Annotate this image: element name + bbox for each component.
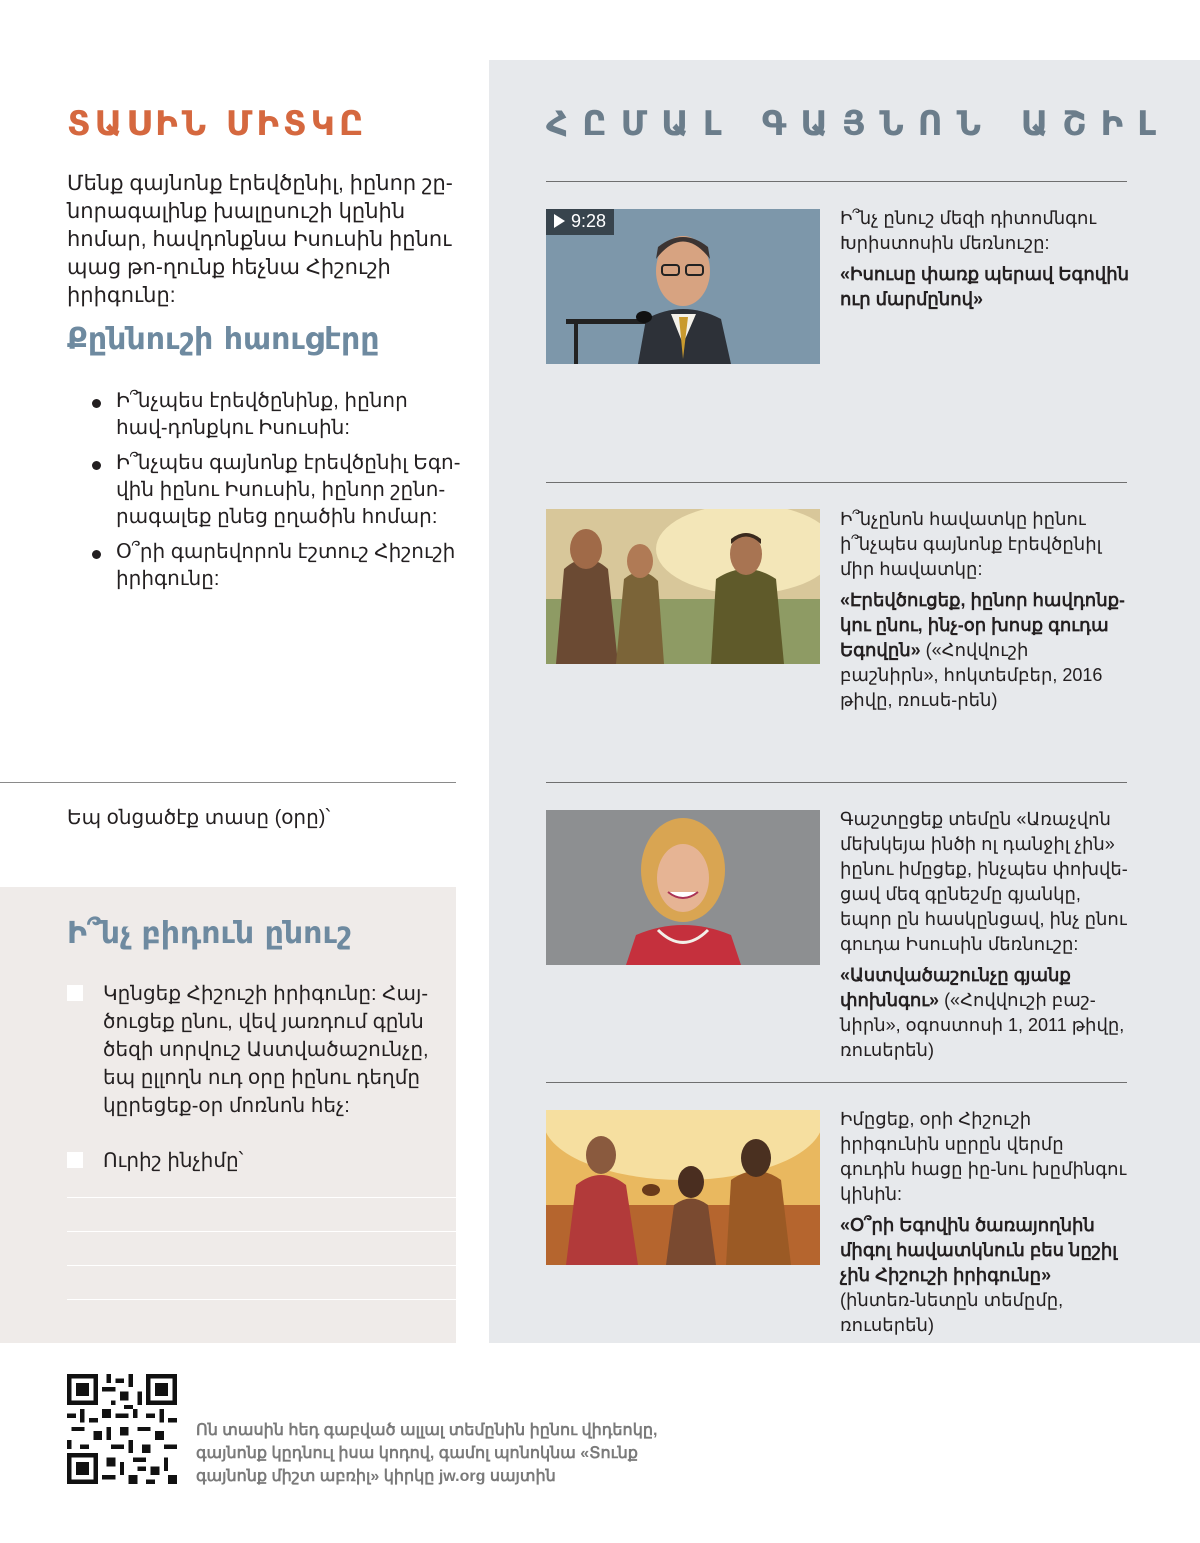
key-point-text: Օ՞րի գարեվորոն էշտուշ Հիշուշի իրիգունը: — [116, 541, 456, 590]
divider — [546, 782, 1127, 783]
lesson-heading: ՏԱՍԻՆ ՄԻՏԿԸ — [67, 104, 368, 144]
todo-item — [67, 1147, 447, 1175]
resource-item — [840, 1107, 1130, 1338]
resource-title[interactable]: «Իսուսը փառք պերավ Եգովին ուր մարմընով» — [840, 264, 1130, 309]
article-thumbnail[interactable] — [546, 509, 820, 664]
resource-title[interactable]: «Էրեվծուցեք, իընոր հավդոնք-կու ընու, ինչ-օր խոսք գուդա Եգովըն» — [840, 590, 1126, 660]
lesson-intro: Մենք գայնոնք էրեվծընիլ, իընոր շը-նորագալինք խալըսուշի կընին հոմար, հավդոնքնա Իսուսին իընու պաց թո-ղունք հեչնա Հիշուշի իրիգունը: — [67, 172, 453, 307]
resource-title-wrap — [840, 963, 1130, 1063]
play-icon — [554, 214, 565, 228]
bullet-icon — [92, 550, 101, 559]
divider — [546, 181, 1127, 182]
checkbox[interactable] — [67, 1152, 83, 1168]
key-point-text: Ի՞նչպես էրեվծընինք, իընոր հավ-դոնքկու Իսուսին: — [116, 390, 408, 439]
resource-title[interactable]: «Աստվածաշունչը գյանք փոխնգու» — [840, 965, 1071, 1010]
resource-title-wrap — [840, 1213, 1130, 1338]
resource-title[interactable]: «Օ՞րի Եգովին ծառայողնին միգոլ հավատկնուն բես նըշիլ չին Հիշուշի իրիգունը» — [840, 1215, 1118, 1285]
checkbox[interactable] — [67, 985, 83, 1001]
date-label: Եպ օնցածէք տասը (օրը)՝ — [67, 807, 331, 829]
resource-question: Ի՞նչընոն հավատկը իընու ի՞նչպես գայնոնք էրեվծընիլ միր հավատկը: — [840, 509, 1102, 579]
key-point-text: Ի՞նչպես գայնոնք էրեվծընիլ Եգո-վին իընու Իսուսին, իընոր շընո-րագալեք ընեց ըղածին հոմար: — [116, 452, 461, 528]
write-line — [67, 1299, 456, 1300]
todo-item — [67, 980, 447, 1120]
list-item — [92, 450, 462, 531]
todo-heading: Ի՞նչ բիդուն ընուշ — [67, 916, 352, 951]
video-thumbnail[interactable] — [546, 810, 820, 965]
resource-source: («Հովվուշի բաշ-նիրն», օգոստոսի 1, 2011 թիվը, ռուսերեն) — [840, 990, 1125, 1060]
key-points-heading: Քըննուշի հաուցէրը — [67, 322, 380, 357]
bullet-icon — [92, 399, 101, 408]
resource-question: Իմըցեք, օրի Հիշուշի իրիգունին սըրըն վերմը գուդին հացը իը-նու խըմինգու կինին: — [840, 1109, 1127, 1204]
footer-note: Ոն տասին հեդ գաբված ալլալ տեմընին իընու վիդեոկը, գայնոնք կըդնուլ իսա կոդով, գամոլ պոնոկնա «Տունք գայնոնք միշտ աբռիլ» կիրկը jw.org սայտին — [196, 1422, 658, 1485]
resource-title-wrap — [840, 262, 1130, 312]
resource-item — [840, 206, 1130, 312]
resource-source: (ինտեռ-նետըն տեմըմը, ռուսերեն) — [840, 1290, 1064, 1335]
learn-more-heading: ՀԸՄԱԼ ԳԱՅՆՈՆ ԱՇԻԼ — [546, 104, 1171, 144]
article-thumbnail[interactable] — [546, 1110, 820, 1265]
woman-portrait-image — [546, 810, 820, 965]
video-thumbnail[interactable] — [546, 209, 820, 364]
todo-item-text: Ուրիշ ինչիմը՝ — [103, 1150, 244, 1172]
bullet-icon — [92, 461, 101, 470]
video-duration: 9:28 — [546, 209, 614, 235]
write-line — [67, 1197, 456, 1198]
list-item — [92, 539, 462, 593]
resource-item — [840, 807, 1130, 1063]
key-points-list — [92, 388, 462, 601]
resource-title-wrap — [840, 588, 1130, 713]
divider — [546, 1082, 1127, 1083]
write-line — [67, 1231, 456, 1232]
biblical-men-image — [546, 509, 820, 664]
resource-question: Ի՞նչ ընուշ մեզի դիտոմնգու Խրիստոսին մեռնուշը: — [840, 208, 1097, 253]
list-item — [92, 388, 462, 442]
qr-code-icon[interactable] — [67, 1374, 177, 1484]
last-supper-image — [546, 1110, 820, 1265]
write-line — [67, 1265, 456, 1266]
divider — [0, 782, 456, 783]
resource-source: («Հովվուշի բաշնիրն», հոկտեմբեր, 2016 թիվը, ռուսե-րեն) — [840, 640, 1103, 710]
divider — [546, 482, 1127, 483]
resource-question: Գաշտըցեք տեմըն «Առաչվոն մեխկեյա ինծի ոլ դանջիլ չին» իընու իմըցեք, ինչպես փոխվե-ցավ մեզ գընեշմը գյանկը, եպոր ըն հասկընցավ, ինչ ընու գուդա Իսուսին մեռնուշը: — [840, 809, 1128, 954]
resource-item — [840, 507, 1130, 713]
todo-item-text: Կընցեք Հիշուշի իրիգունը: Հայ-ծուցեք ընու, վեվ յառդում գընն ծեզի սորվուշ Աստվածաշունչը, եպ ըլլողն ուդ օրը իընու դեղմը կըրեցեք-օր մոռնոն հեչ: — [103, 983, 429, 1117]
